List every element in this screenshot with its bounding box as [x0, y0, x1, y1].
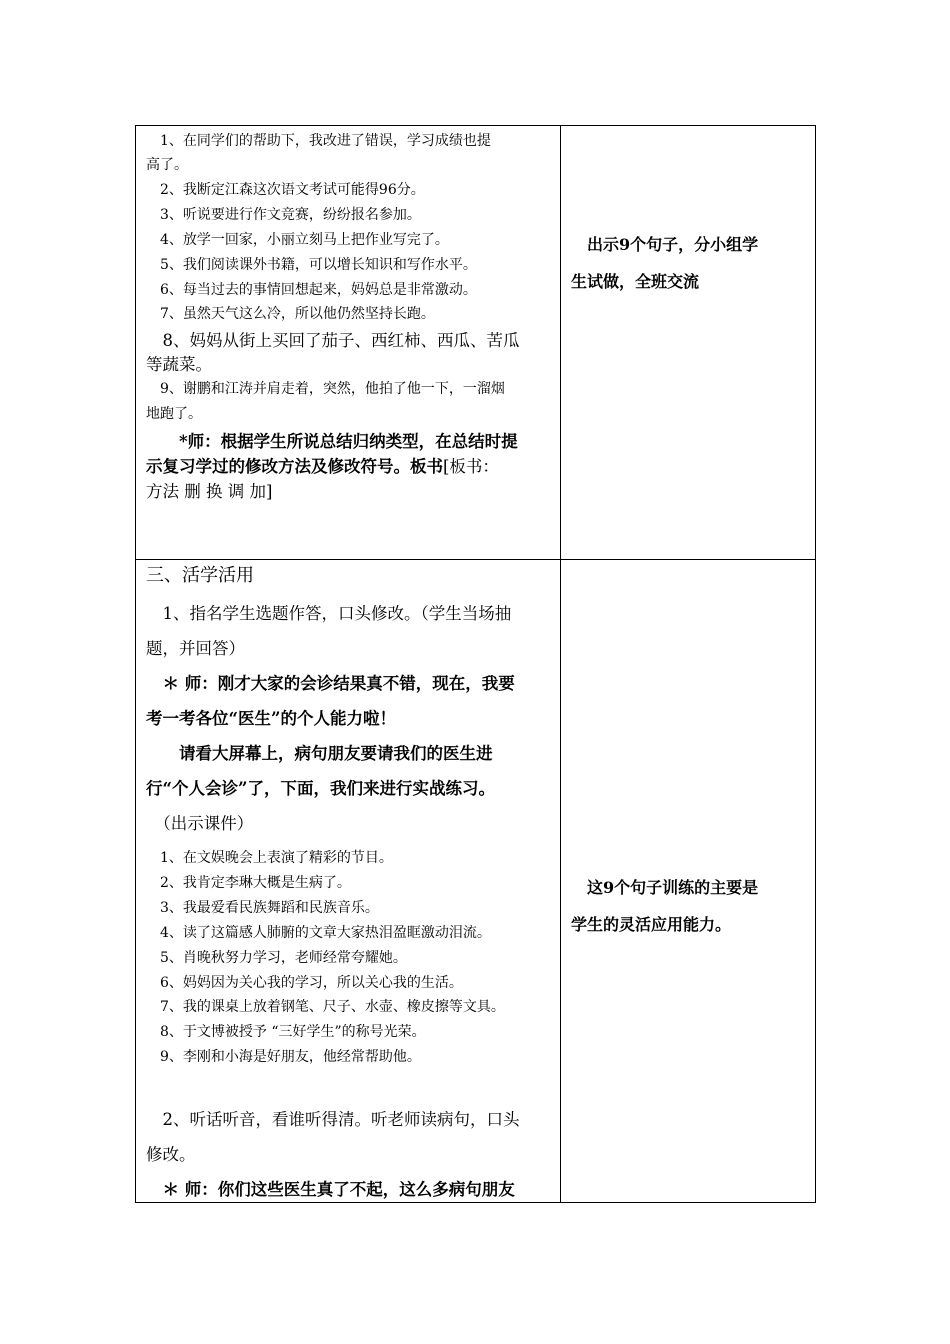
sentence-line: 5、我们阅读课外书籍，可以增长知识和写作水平。	[146, 257, 477, 273]
teacher-note: ＊ 师：刚才大家的会诊结果真不错，现在，我要	[146, 674, 515, 693]
board-content: 方法 删 换 调 加]	[146, 482, 273, 501]
sentence-line: （出示课件）	[146, 814, 254, 833]
content-cell	[136, 126, 561, 560]
note-line: 学生的灵活应用能力。	[571, 915, 732, 934]
sentence-line: 6、每当过去的事情回想起来，妈妈总是非常激动。	[146, 282, 477, 298]
sentence-line: 7、虽然天气这么冷，所以他仍然坚持长跑。	[146, 306, 435, 322]
sentence-line: 1、在文娱晚会上表演了精彩的节目。	[146, 850, 393, 866]
sentence-line: 2、我肯定李琳大概是生病了。	[146, 875, 351, 891]
section-heading: 三、活学活用	[146, 565, 254, 586]
sentence-line: 4、放学一回家，小丽立刻马上把作业写完了。	[146, 232, 449, 248]
lesson-table	[135, 125, 816, 1203]
sentence-line: 修改。	[146, 1145, 196, 1164]
sentence-line: 4、读了这篇感人肺腑的文章大家热泪盈眶激动泪流。	[146, 925, 491, 941]
sentence-line: 题，并回答）	[146, 639, 245, 658]
teacher-note: 请看大屏幕上，病句朋友要请我们的医生进	[146, 744, 493, 763]
sentence-line: 8、妈妈从街上买回了茄子、西红柿、西瓜、苦瓜	[146, 331, 520, 350]
sentence-line: 地跑了。	[146, 406, 202, 422]
content-cell	[136, 560, 561, 1203]
teacher-note: *师：根据学生所说总结归纳类型，在总结时提	[146, 432, 518, 451]
note-cell	[561, 126, 816, 560]
sentence-line: 9、谢鹏和江涛并肩走着，突然，他拍了他一下，一溜烟	[146, 381, 505, 397]
sentence-line: 2、我断定江森这次语文考试可能得96分。	[146, 182, 425, 198]
sentence-line: 7、我的课桌上放着钢笔、尺子、水壶、橡皮擦等文具。	[146, 999, 505, 1015]
sentence-line: 3、我最爱看民族舞蹈和民族音乐。	[146, 900, 379, 916]
sentence-line: 等蔬菜。	[146, 355, 212, 374]
teacher-note: 行“个人会诊”了，下面，我们来进行实战练习。	[146, 779, 495, 798]
sentence-line: 9、李刚和小海是好朋友，他经常帮助他。	[146, 1049, 421, 1065]
sentence-line: 5、肖晚秋努力学习，老师经常夸耀她。	[146, 950, 407, 966]
sentence-line: 6、妈妈因为关心我的学习，所以关心我的生活。	[146, 975, 463, 991]
sentence-line: 8、于文博被授予 “三好学生”的称号光荣。	[146, 1024, 426, 1040]
note-line: 生试做，全班交流	[571, 272, 700, 291]
teacher-note-line	[146, 453, 499, 477]
teacher-note: ＊ 师：你们这些医生真了不起，这么多病句朋友	[146, 1180, 515, 1199]
teacher-note: 示复习学过的修改方法及修改符号。板书	[146, 457, 443, 476]
table-row	[136, 560, 816, 1203]
board-label: [板书：	[443, 457, 499, 476]
teacher-note: 考一考各位“医生”的个人能力啦！	[146, 709, 396, 728]
sentence-line: 1、在同学们的帮助下，我改进了错误，学习成绩也提	[146, 133, 491, 149]
note-cell	[561, 560, 816, 1203]
sentence-line: 高了。	[146, 157, 188, 173]
note-line: 出示9个句子，分小组学	[571, 235, 759, 254]
sentence-line: 1、指名学生选题作答，口头修改。（学生当场抽	[146, 604, 512, 623]
table-row	[136, 126, 816, 560]
note-line: 这9个句子训练的主要是	[571, 878, 759, 897]
sentence-line: 2、听话听音，看谁听得清。听老师读病句，口头	[146, 1110, 520, 1129]
sentence-line: 3、听说要进行作文竞赛，纷纷报名参加。	[146, 207, 421, 223]
